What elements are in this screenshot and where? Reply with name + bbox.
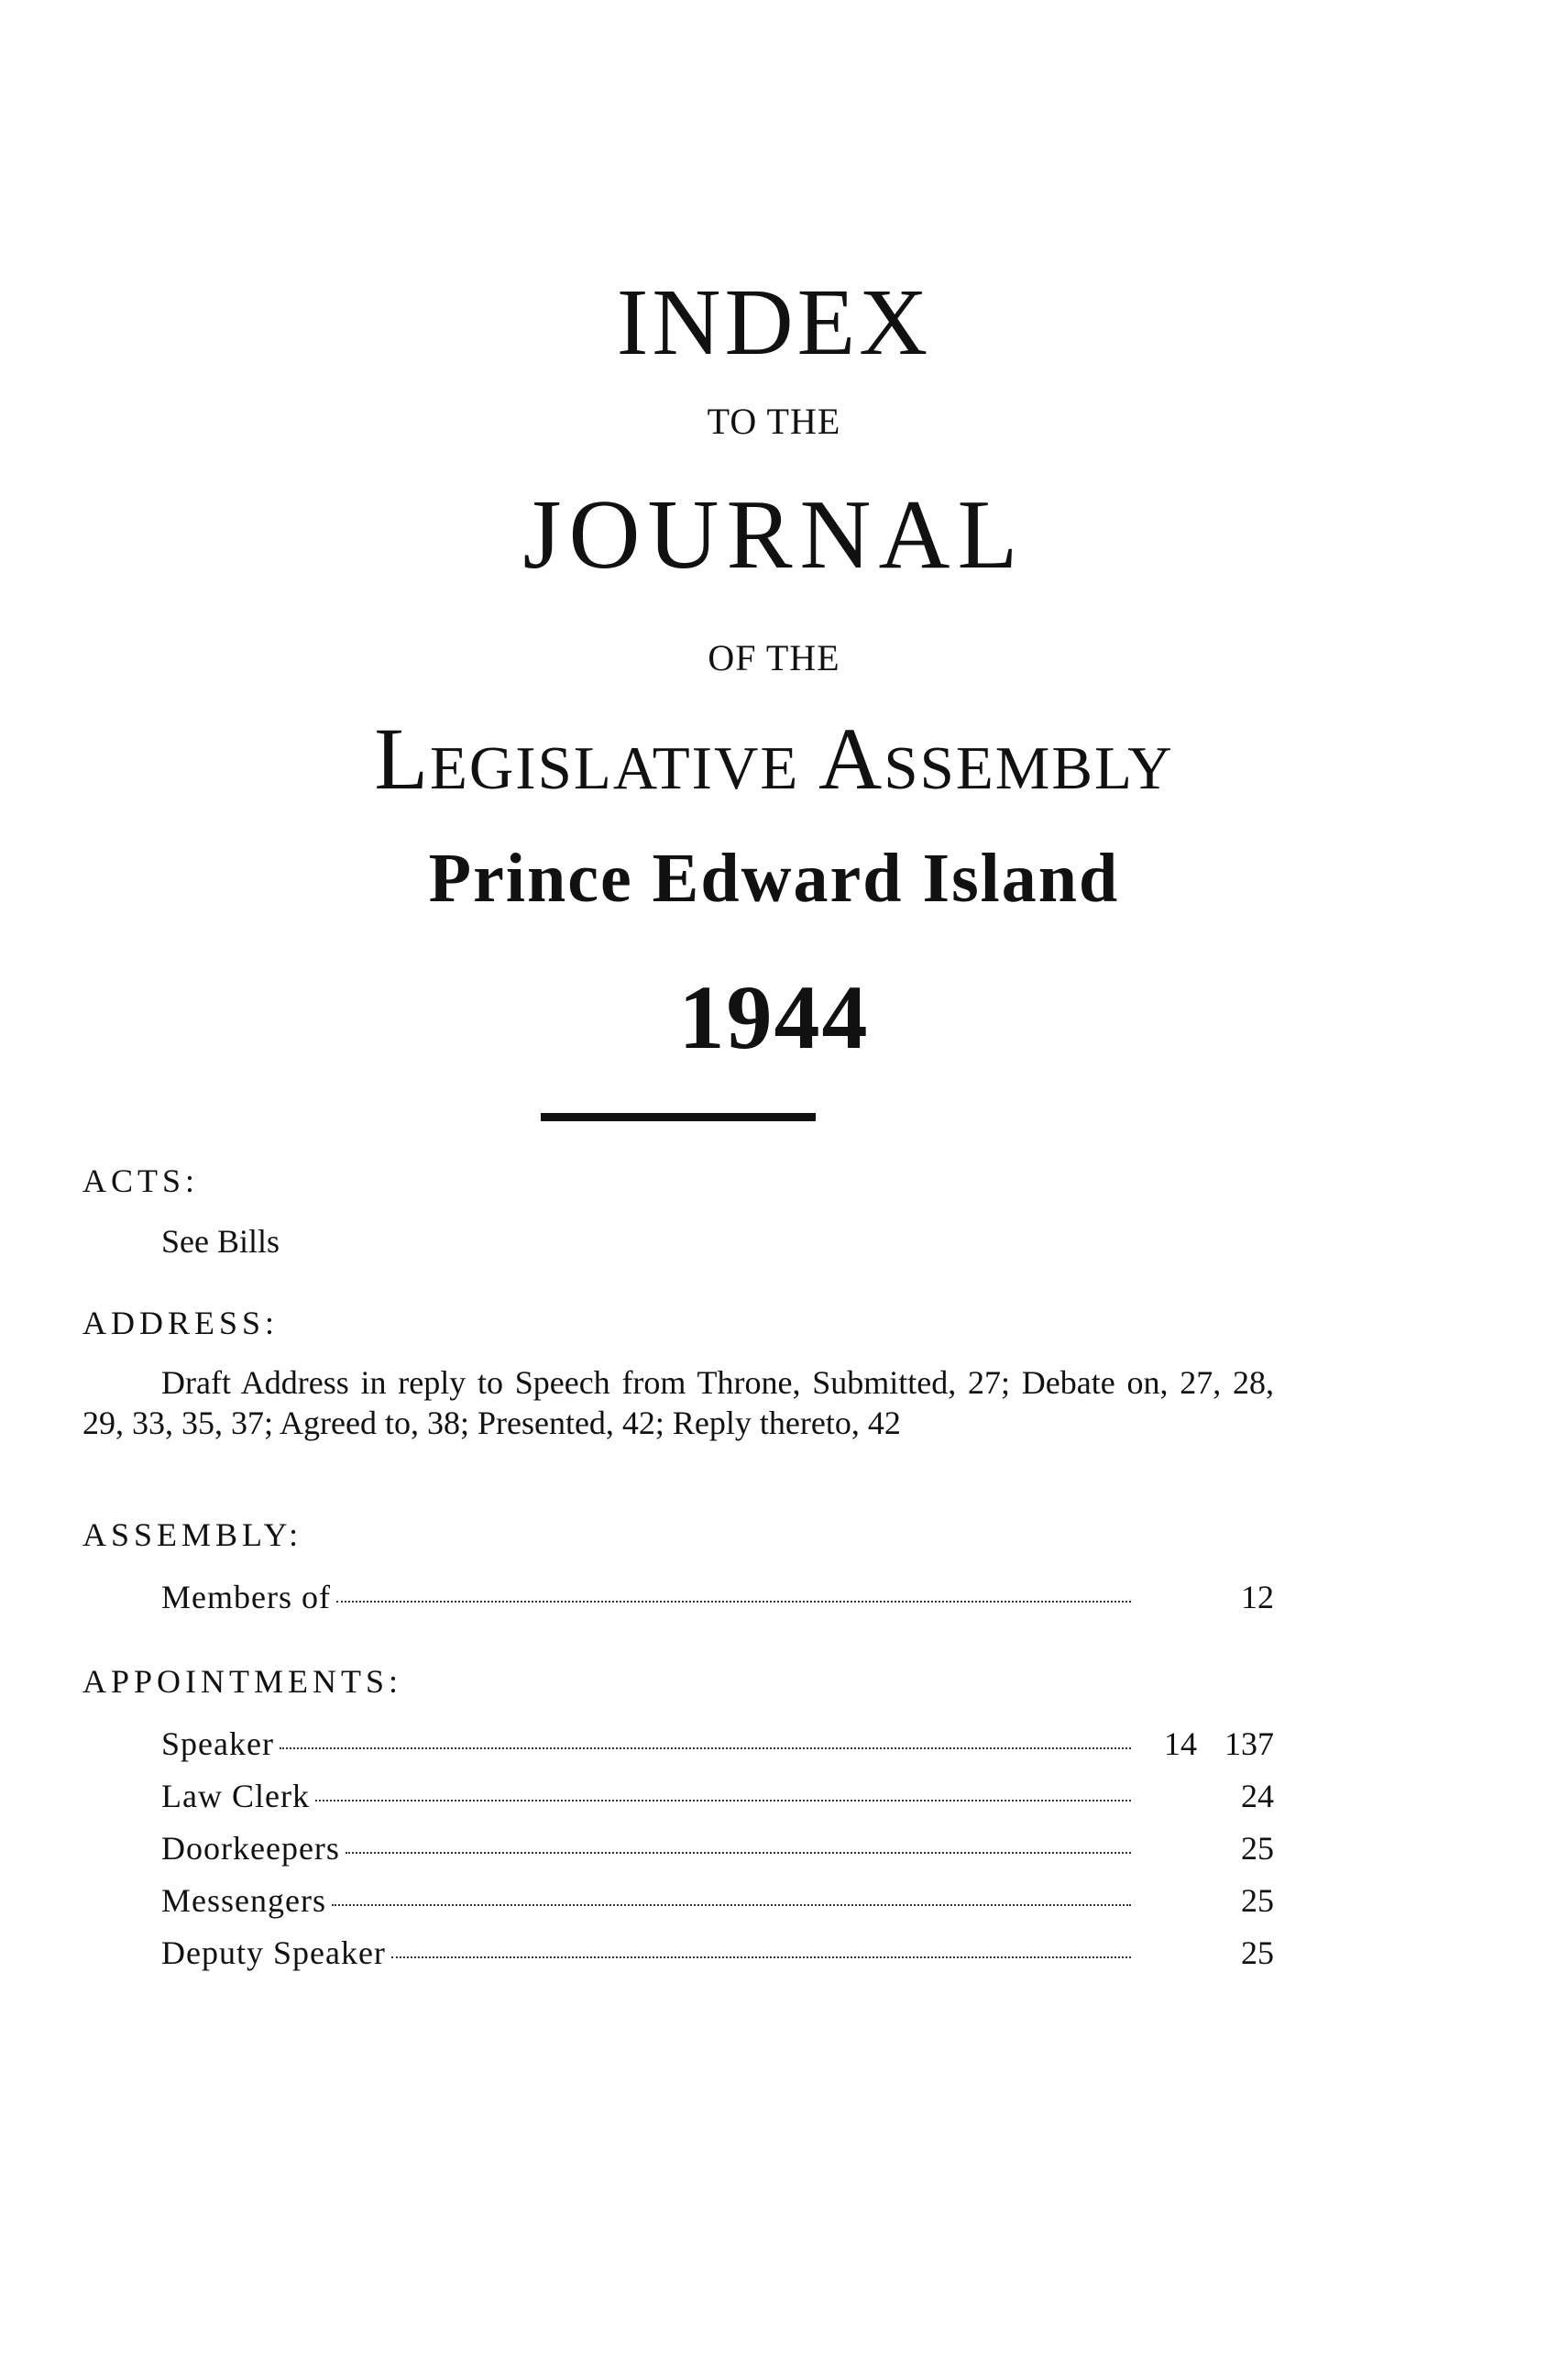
section-heading-assembly: ASSEMBLY: <box>82 1516 303 1553</box>
page-number: 24 <box>1241 1778 1274 1814</box>
page-number: 14 <box>1164 1725 1197 1762</box>
section-heading-appointments: APPOINTMENTS: <box>82 1663 403 1700</box>
title-province: Prince Edward Island <box>428 840 1120 917</box>
entry-pages <box>1136 1828 1274 1868</box>
title-year: 1944 <box>678 966 870 1068</box>
index-entry-messengers <box>161 1880 1274 1921</box>
title-index: INDEX <box>616 270 932 375</box>
index-entry-doorkeepers <box>161 1828 1274 1868</box>
index-entry-members-of <box>161 1577 1274 1617</box>
page-number: 25 <box>1241 1830 1274 1867</box>
entry-pages <box>1136 1776 1274 1816</box>
index-entry-speaker <box>161 1724 1274 1764</box>
dot-leader <box>336 1601 1131 1603</box>
title-journal: JOURNAL <box>522 480 1026 589</box>
title-to-the: TO THE <box>707 401 841 442</box>
dot-leader <box>332 1904 1131 1906</box>
title-of-the: OF THE <box>708 637 840 678</box>
title-divider-rule <box>541 1113 816 1121</box>
entry-label: Law Clerk <box>161 1778 310 1814</box>
entry-label: Speaker <box>161 1725 274 1762</box>
page-number: 12 <box>1241 1579 1274 1615</box>
entry-label: Deputy Speaker <box>161 1934 386 1971</box>
acts-see-bills: See Bills <box>161 1223 280 1260</box>
entry-pages <box>1136 1724 1274 1764</box>
dot-leader <box>346 1852 1131 1854</box>
index-entry-deputy-speaker <box>161 1933 1274 1973</box>
page-number: 137 <box>1224 1725 1274 1762</box>
dot-leader <box>391 1956 1131 1958</box>
entry-pages <box>1136 1933 1274 1973</box>
entry-label: Members of <box>161 1579 331 1615</box>
section-heading-acts: ACTS: <box>82 1162 200 1199</box>
dot-leader <box>315 1800 1131 1802</box>
address-paragraph: Draft Address in reply to Speech from Throne, Submitted, 27; Debate on, 27, 28, 29, 33, 35, 37; Agreed to, 38; Presented, 42; Reply thereto, 42 <box>82 1364 1274 1441</box>
page-number: 25 <box>1241 1934 1274 1971</box>
entry-label: Messengers <box>161 1882 326 1919</box>
dot-leader <box>280 1747 1131 1749</box>
entry-pages <box>1136 1880 1274 1921</box>
entry-pages <box>1136 1577 1274 1617</box>
page-number: 25 <box>1241 1882 1274 1919</box>
entry-label: Doorkeepers <box>161 1830 340 1867</box>
index-entry-law-clerk <box>161 1776 1274 1816</box>
section-heading-address: ADDRESS: <box>82 1305 280 1341</box>
title-legislative-assembly: Legislative Assembly <box>374 710 1174 808</box>
